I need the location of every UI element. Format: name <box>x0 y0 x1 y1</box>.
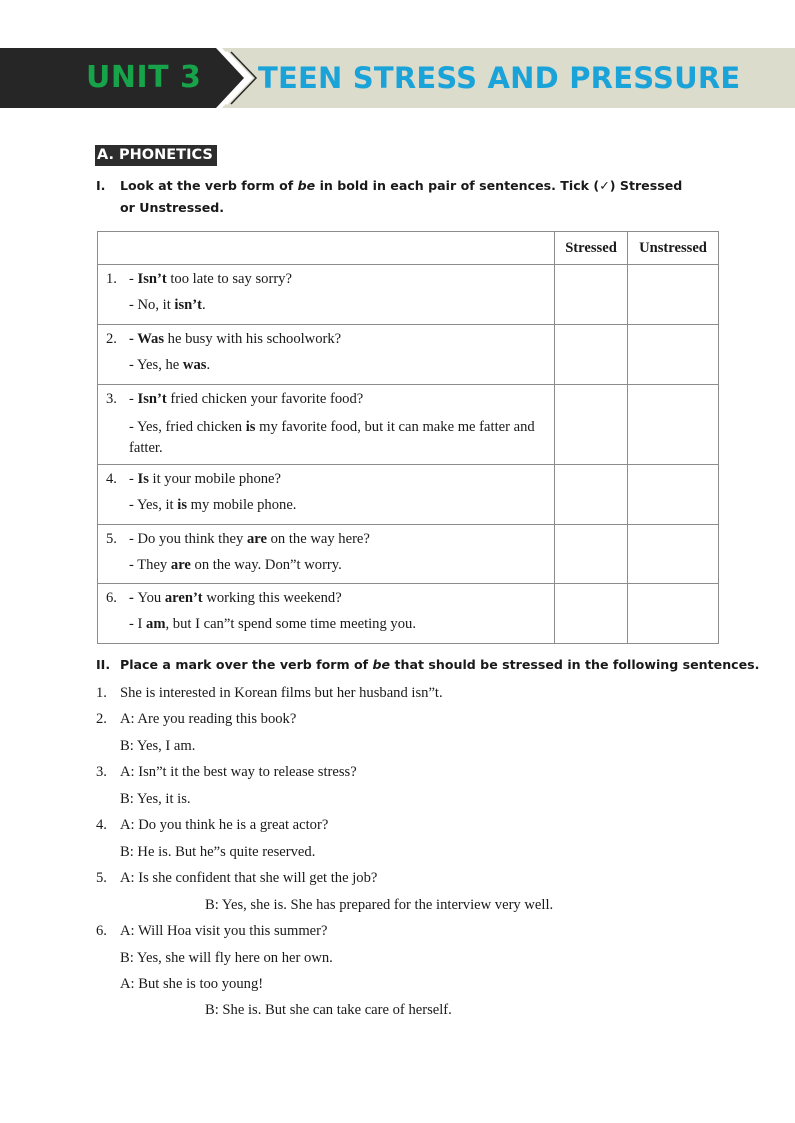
stressed-tick-cell[interactable] <box>555 525 628 584</box>
sentence-a: - Was he busy with his schoolwork? <box>129 331 342 347</box>
sentence-a: - Isn’t too late to say sorry? <box>129 271 292 287</box>
table-row <box>98 385 719 465</box>
unstressed-tick-cell[interactable] <box>628 385 719 465</box>
sentence: B: Yes, she will fly here on her own. <box>120 950 333 966</box>
sentence: B: He is. But he”s quite reserved. <box>120 844 316 860</box>
item-number: 1. <box>96 685 107 701</box>
table-row <box>98 325 719 385</box>
item-number: 4. <box>106 471 117 487</box>
header-stressed: Stressed <box>555 232 628 265</box>
sentence: B: Yes, she is. She has prepared for the interview very well. <box>205 897 554 913</box>
item-cell <box>98 385 555 465</box>
unit-number: UNIT 3 <box>86 60 202 95</box>
sentence: A: Will Hoa visit you this summer? <box>120 923 328 939</box>
exercise-number: II. <box>96 657 111 672</box>
sentence-b: - Yes, he was. <box>129 357 211 373</box>
instruction-text <box>120 175 700 219</box>
sentence: B: Yes, it is. <box>120 791 191 807</box>
sentence: A: Are you reading this book? <box>120 711 297 727</box>
table-row <box>98 265 719 325</box>
item-number: 6. <box>96 923 107 939</box>
item-cell <box>98 525 555 584</box>
stressed-tick-cell[interactable] <box>555 265 628 325</box>
sentence-b: - Yes, fried chicken is my favorite food, but it can make me fatter and fatter. <box>129 419 535 456</box>
sentence-b: - Yes, it is my mobile phone. <box>129 497 297 513</box>
sentence-a: - Do you think they are on the way here? <box>129 531 370 547</box>
instruction-emphasis: be <box>372 657 391 672</box>
sentence-a: - Is it your mobile phone? <box>129 471 282 487</box>
sentence: B: Yes, I am. <box>120 738 196 754</box>
instruction-emphasis: be <box>297 178 316 193</box>
sentence-a: - You aren’t working this weekend? <box>129 590 342 606</box>
stressed-tick-cell[interactable] <box>555 465 628 525</box>
sentence: A: Isn”t it the best way to release stress? <box>120 764 357 780</box>
instruction-part: that should be stressed in the following sentences. <box>390 657 760 672</box>
sentence-b: - They are on the way. Don”t worry. <box>129 557 342 573</box>
stress-table <box>97 231 719 644</box>
sentence: She is interested in Korean films but her husband isn”t. <box>120 685 443 701</box>
item-number: 3. <box>96 764 107 780</box>
sentence: A: But she is too young! <box>120 976 264 992</box>
item-number: 2. <box>96 711 107 727</box>
exercise-1-instruction <box>96 175 736 223</box>
item-number: 4. <box>96 817 107 833</box>
item-number: 2. <box>106 331 117 347</box>
unstressed-tick-cell[interactable] <box>628 465 719 525</box>
unstressed-tick-cell[interactable] <box>628 325 719 385</box>
instruction-part: in bold in each pair of sentences. Tick (✓) Stressed or Unstressed. <box>120 178 683 215</box>
item-cell <box>98 265 555 325</box>
unit-title: TEEN STRESS AND PRESSURE <box>258 61 741 95</box>
sentence: A: Do you think he is a great actor? <box>120 817 329 833</box>
table-header-row <box>98 232 719 265</box>
unstressed-tick-cell[interactable] <box>628 265 719 325</box>
header-unstressed: Unstressed <box>628 232 719 265</box>
unstressed-tick-cell[interactable] <box>628 525 719 584</box>
item-number: 6. <box>106 590 117 606</box>
stressed-tick-cell[interactable] <box>555 584 628 644</box>
section-heading-phonetics: A. PHONETICS <box>95 145 217 166</box>
item-cell <box>98 584 555 644</box>
table-row <box>98 584 719 644</box>
header-blank <box>98 232 555 265</box>
instruction-part: Place a mark over the verb form of <box>120 657 373 672</box>
exercise-number: I. <box>96 178 106 193</box>
sentence: B: She is. But she can take care of herself. <box>205 1002 452 1018</box>
exercise-2-instruction <box>96 654 795 678</box>
sentence-b: - No, it isn’t. <box>129 297 206 313</box>
table-row <box>98 525 719 584</box>
item-number: 3. <box>106 391 117 407</box>
stressed-tick-cell[interactable] <box>555 325 628 385</box>
table-row <box>98 465 719 525</box>
unstressed-tick-cell[interactable] <box>628 584 719 644</box>
item-number: 1. <box>106 271 117 287</box>
sentence: A: Is she confident that she will get the job? <box>120 870 378 886</box>
instruction-part: Look at the verb form of <box>120 178 298 193</box>
sentence-a: - Isn’t fried chicken your favorite food? <box>129 391 364 407</box>
sentence-b: - I am, but I can”t spend some time meeting you. <box>129 616 416 632</box>
item-cell <box>98 465 555 525</box>
item-number: 5. <box>106 531 117 547</box>
instruction-text <box>120 654 759 676</box>
item-number: 5. <box>96 870 107 886</box>
stressed-tick-cell[interactable] <box>555 385 628 465</box>
item-cell <box>98 325 555 385</box>
